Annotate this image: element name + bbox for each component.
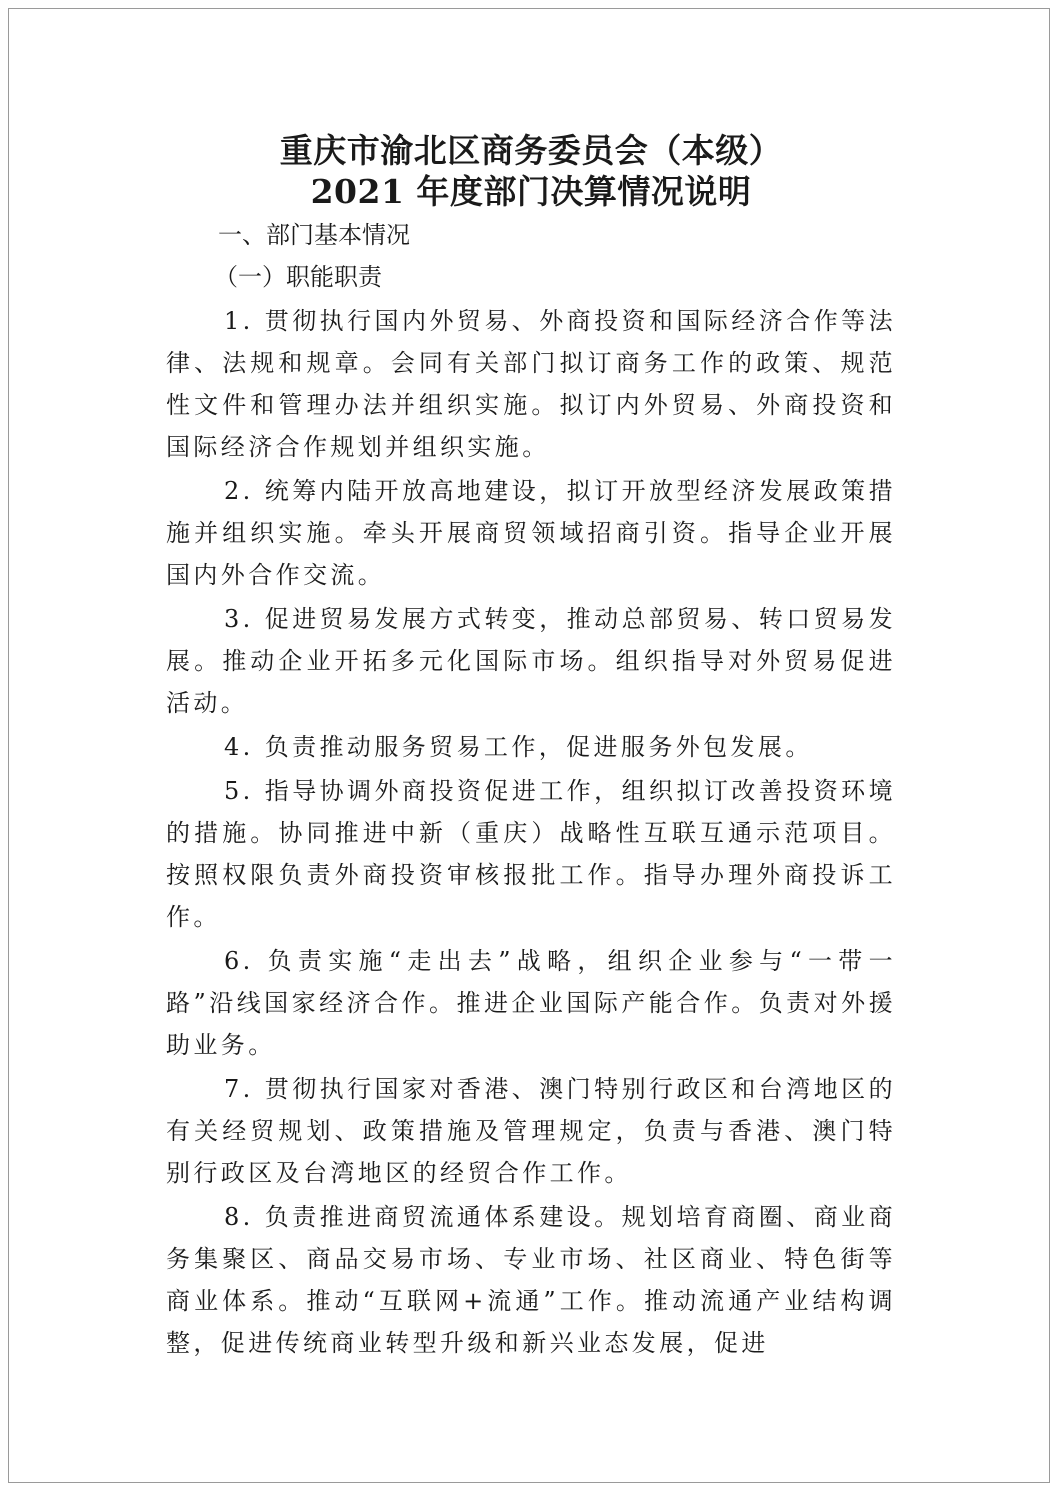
title-line-2: 2021 年度部门决算情况说明 [310,172,752,211]
paragraph-7: 7. 贯彻执行国家对香港、澳门特别行政区和台湾地区的有关经贸规划、政策措施及管理规定，负责与香港、澳门特别行政区及台湾地区的经贸合作工作。 [166,1075,896,1187]
section-heading: 一、部门基本情况 [218,221,410,249]
paragraph-2: 2. 统筹内陆开放高地建设，拟订开放型经济发展政策措施并组织实施。牵头开展商贸领域招商引资。指导企业开展国内外合作交流。 [166,477,896,589]
paragraph-1: 1. 贯彻执行国内外贸易、外商投资和国际经济合作等法律、法规和规章。会同有关部门拟订商务工作的政策、规范性文件和管理办法并组织实施。拟订内外贸易、外商投资和国际经济合作规划并组织实施。 [166,307,896,461]
title-line-1: 重庆市渝北区商务委员会（本级） [279,131,783,170]
paragraph-3: 3. 促进贸易发展方式转变，推动总部贸易、转口贸易发展。推动企业开拓多元化国际市场。组织指导对外贸易促进活动。 [166,605,896,717]
paragraph-4: 4. 负责推动服务贸易工作，促进服务外包发展。 [224,733,813,761]
document-title [166,130,896,212]
paragraph-8: 8. 负责推进商贸流通体系建设。规划培育商圈、商业商务集聚区、商品交易市场、专业市场、社区商业、特色街等商业体系。推动“互联网+流通”工作。推动流通产业结构调整，促进传统商业转型升级和新兴业态发展，促进 [166,1203,896,1357]
subsection-heading: （一）职能职责 [214,263,382,291]
document-body [166,130,896,1364]
paragraph-6: 6. 负责实施“走出去”战略，组织企业参与“一带一路”沿线国家经济合作。推进企业国际产能合作。负责对外援助业务。 [166,947,896,1059]
paragraph-5: 5. 指导协调外商投资促进工作，组织拟订改善投资环境的措施。协同推进中新（重庆）战略性互联互通示范项目。按照权限负责外商投资审核报批工作。指导办理外商投诉工作。 [166,777,896,931]
